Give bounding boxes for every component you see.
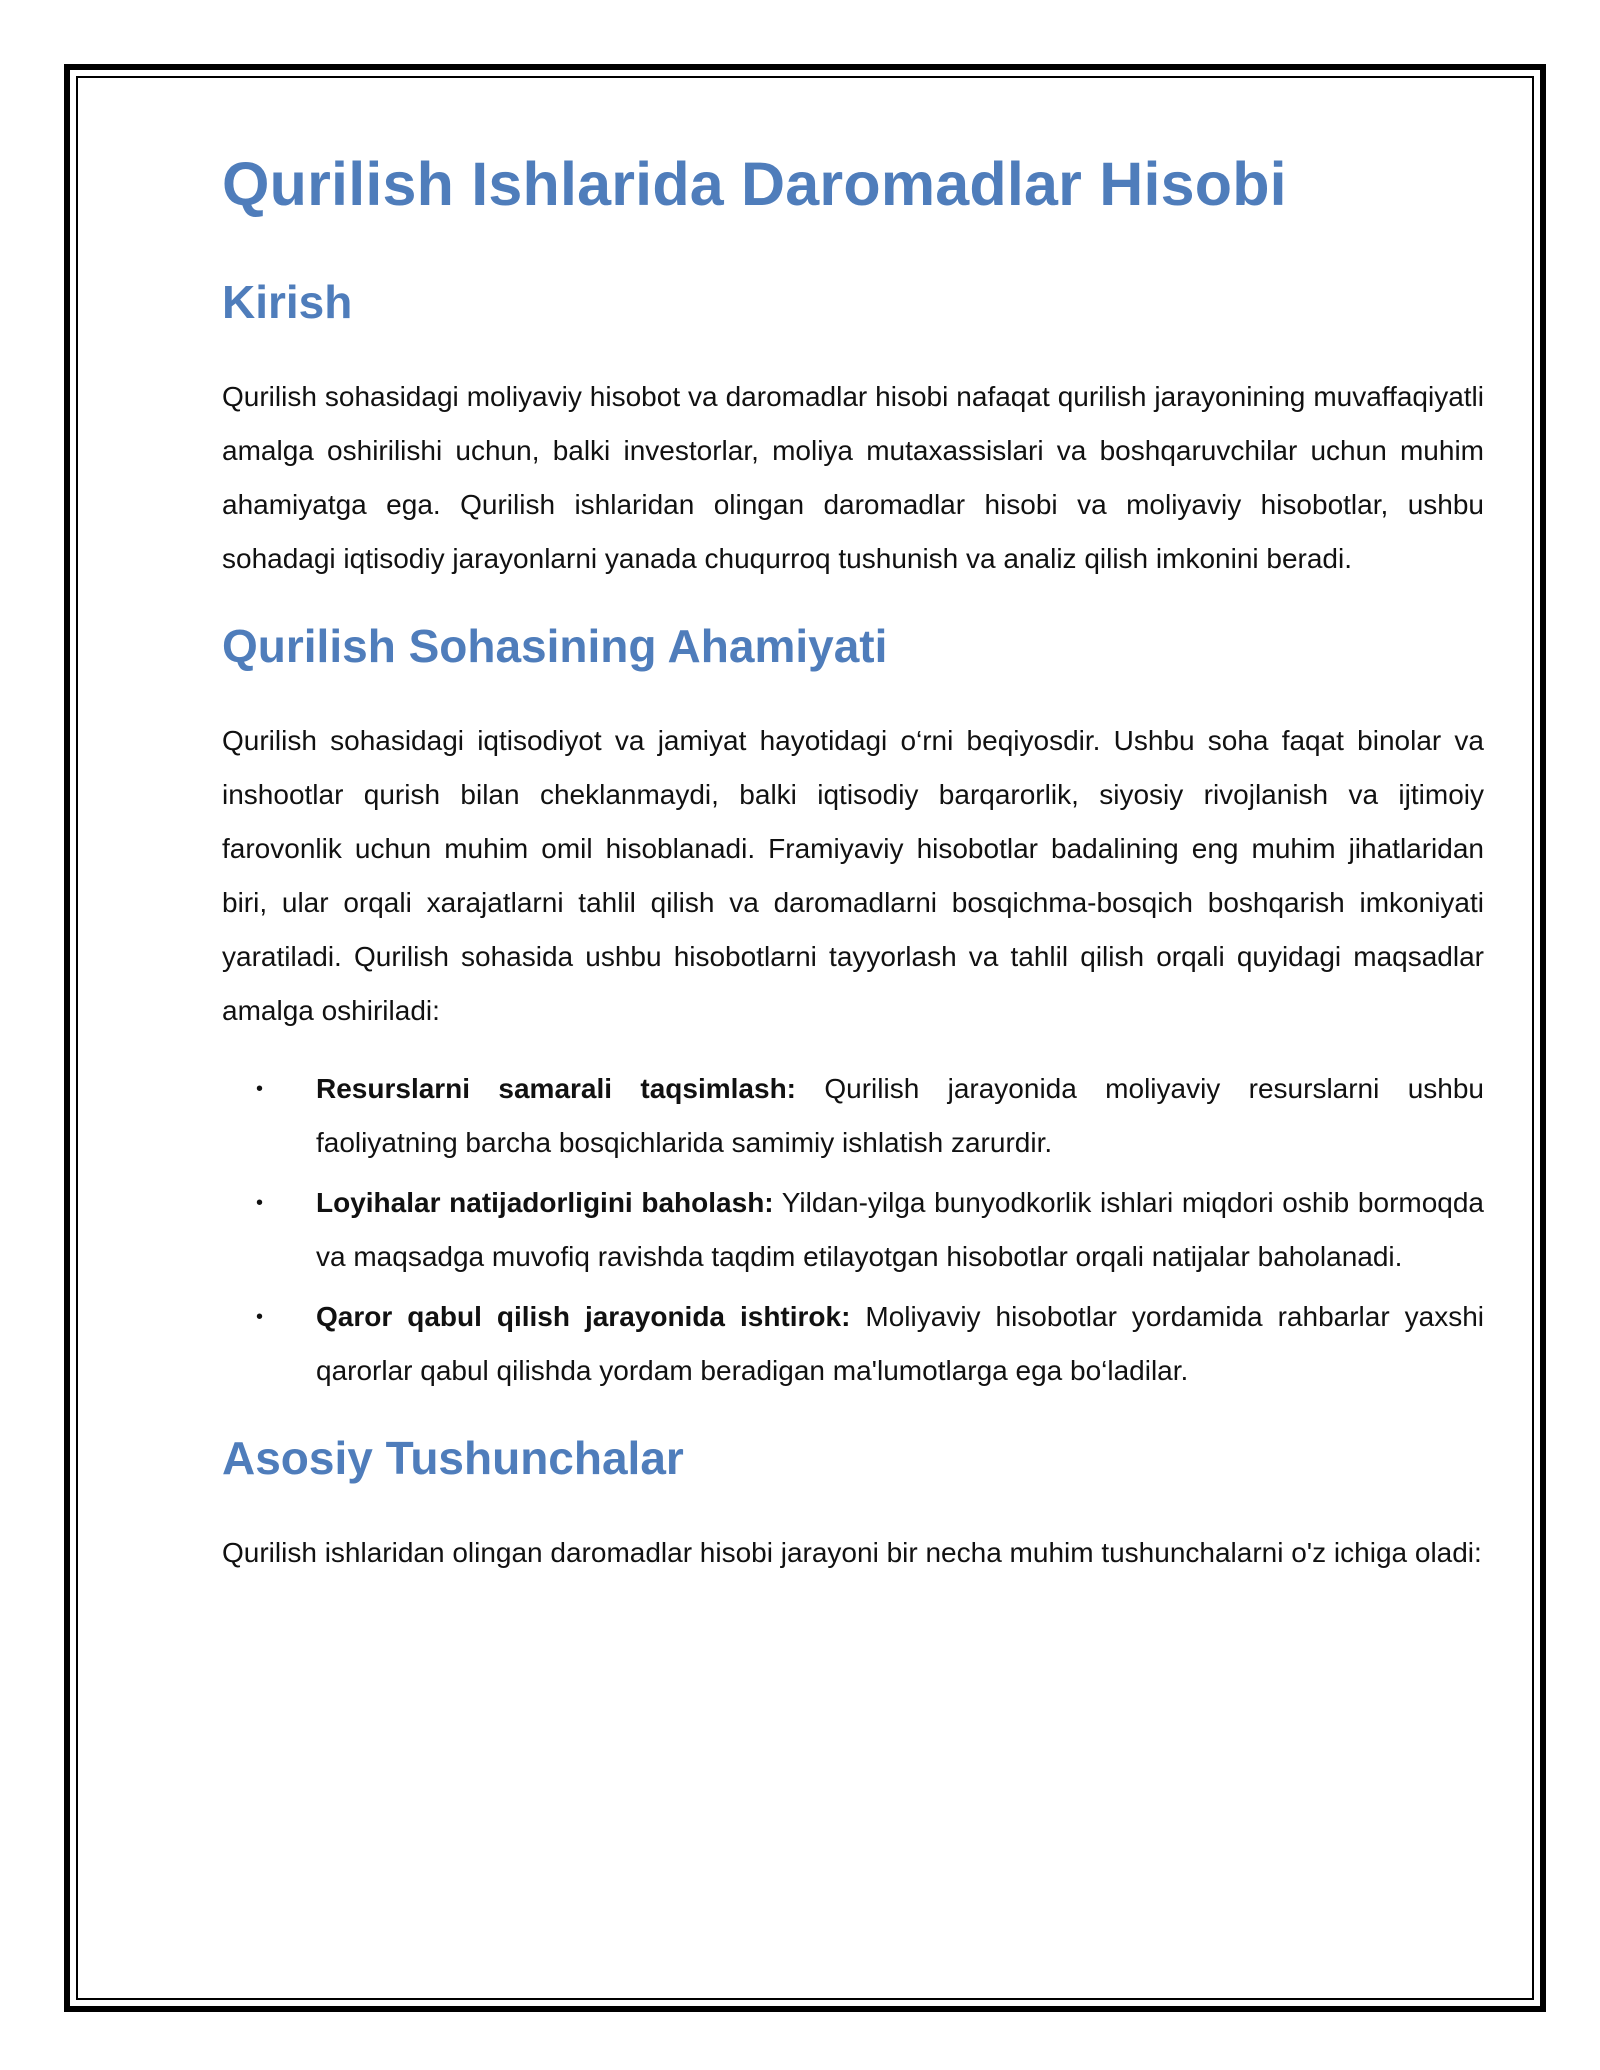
bullet-icon: • bbox=[256, 1306, 264, 1328]
document-title: Qurilish Ishlarida Daromadlar Hisobi bbox=[222, 150, 1287, 218]
goals-list bbox=[222, 1062, 1484, 1398]
list-item-text: Moliyaviy hisobotlar yordamida rahbarlar yaxshi qarorlar qabul qilishda yordam beradigan ma'lumotlarga ega bo‘ladilar. bbox=[316, 1301, 1484, 1386]
section-heading-ahamiyat: Qurilish Sohasining Ahamiyati bbox=[222, 620, 888, 672]
list-item-text: Yildan-yilga bunyodkorlik ishlari miqdori oshib bormoqda va maqsadga muvofiq ravishda taqdim etilayotgan hisobotlar orqali natijalar baholanadi. bbox=[316, 1187, 1484, 1272]
section-heading-asosiy: Asosiy Tushunchalar bbox=[222, 1432, 684, 1484]
section-paragraph-asosiy: Qurilish ishlaridan olingan daromadlar hisobi jarayoni bir necha muhim tushunchalarni o'z ichiga oladi: bbox=[222, 1537, 1482, 1568]
list-item-title: Loyihalar natijadorligini baholash: bbox=[316, 1187, 774, 1218]
bullet-icon: • bbox=[256, 1078, 264, 1100]
section-heading-kirish: Kirish bbox=[222, 276, 353, 328]
bullet-icon: • bbox=[256, 1192, 264, 1214]
section-paragraph-ahamiyat: Qurilish sohasidagi iqtisodiyot va jamiyat hayotidagi o‘rni beqiyosdir. Ushbu soha faqat binolar va inshootlar qurish bilan cheklanmaydi, balki iqtisodiy barqarorlik, siyosiy rivojlanish va ijtimoiy farovonlik uchun muhim omil hisoblanadi. Framiyaviy hisobotlar badalining eng muhim jihatlaridan biri, ular orqali xarajatlarni tahlil qilish va daromadlarni bosqichma-bosqich boshqarish imkoniyati yaratiladi. Qurilish sohasida ushbu hisobotlarni tayyorlash va tahlil qilish orqali quyidagi maqsadlar amalga oshiriladi: bbox=[222, 725, 1484, 1026]
list-item-title: Qaror qabul qilish jarayonida ishtirok: bbox=[316, 1301, 851, 1332]
section-paragraph-kirish: Qurilish sohasidagi moliyaviy hisobot va daromadlar hisobi nafaqat qurilish jarayonining muvaffaqiyatli amalga oshirilishi uchun, balki investorlar, moliya mutaxassislari va boshqaruvchilar uchun muhim ahamiyatga ega. Qurilish ishlaridan olingan daromadlar hisobi va moliyaviy hisobotlar, ushbu sohadagi iqtisodiy jarayonlarni yanada chuqurroq tushunish va analiz qilish imkonini beradi. bbox=[222, 381, 1484, 574]
list-item bbox=[222, 1290, 1484, 1398]
list-item-text: Qurilish jarayonida moliyaviy resurslarni ushbu faoliyatning barcha bosqichlarida samimiy ishlatish zarurdir. bbox=[316, 1073, 1484, 1158]
list-item bbox=[222, 1176, 1484, 1284]
list-item-title: Resurslarni samarali taqsimlash: bbox=[316, 1073, 797, 1104]
list-item bbox=[222, 1062, 1484, 1170]
document-content bbox=[222, 138, 1484, 1580]
